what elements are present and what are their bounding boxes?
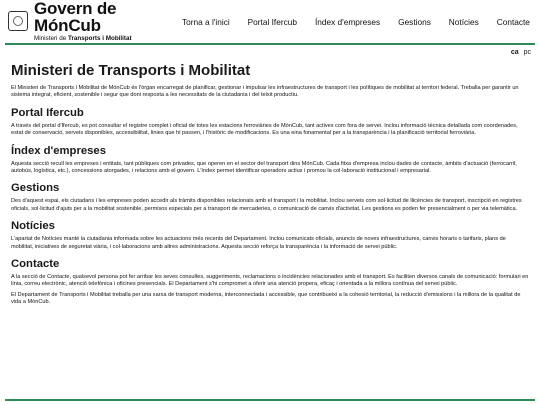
section-paragraph: Des d'aquest espai, els ciutadans i les empreses poden accedir als tràmits disponibles relacionats amb el transport i la mobilitat. Inclou serveis com sol·licitud de llicències de transport, inscripció en registres oficials, sol·licitud d'ajuts per a la mobilitat sostenible, permisos especials per a transport de mercaderies, o comunicació de canvis d'activitat. Les gestions es poden fer presencialment o per via telemàtica. [11,198,522,212]
page-title: Ministeri de Transports i Mobilitat [11,62,251,79]
intro-paragraph: El Ministeri de Transports i Mobilitat de MónCub és l'òrgan encarregat de planificar, gestionar i impulsar les infraestructures de transport i les polítiques de mobilitat al territori federal. Treballa per garantir un sistema integrat, eficient, sostenible i segur que doni resposta a les necessitats de la ciutadania i del teixit productiu. [11,85,519,99]
footer-divider [5,399,535,401]
section-heading: Índex d'empreses [11,144,106,157]
section-heading: Portal Ifercub [11,106,84,119]
section-paragraph: L'apartat de Notícies manté la ciutadania informada sobre les actuacions més recents del Departament. Inclou comunicats oficials, anuncis de noves infraestructures, canvis horaris o tarifaris, plans de mobilitat, iniciatives de seguretat viària, i col·laboracions amb altres administracions. Aquesta secció reforça la transparència i la informació de servei públic. [11,236,506,250]
brand-subtitle-bold: Transports i Mobilitat [67,35,132,43]
lang-option-current[interactable]: ca [510,49,519,56]
section-heading: Gestions [11,182,60,195]
lang-option-other[interactable]: pc [523,49,531,56]
brand-title: Govern de MónCub [34,0,117,36]
nav-link-gestions[interactable]: Gestions [398,16,431,27]
section-contacte [11,258,529,307]
main-content [0,58,540,307]
nav-link-noticies[interactable]: Notícies [448,16,479,27]
section-paragraph: A través del portal d'Ifercub, es pot consultar el registre complet i oficial de totes les estacions ferroviàries de MónCub, tant actives com fora de servei. Inclou informació tècnica detallada com coordenades, estat de conservació, serveis disponibles, accessibilitat, línies que hi passen, i l'històric de modificacions. Es una eina fonamental per a la transparència i la planificació territorial ferroviària. [11,122,518,137]
section-paragraph: Aquesta secció recull les empreses i entitats, tant públiques com privades, que operen en el sector del transport dins MónCub. Cada fitxa d'empresa inclou dades de contacte, àmbits d'actuació (ferrocarril, autobús, logística, etc.), concessions atorgades, i relacions amb el govern. L'índex permet identificar operadors actius i promou la col·laboració institucional i empresarial. [11,160,517,175]
nav-link-index-empreses[interactable]: Índex d'empreses [314,16,381,27]
section-heading: Notícies [11,220,55,233]
main-nav [168,17,530,27]
nav-link-portal-ifercub[interactable]: Portal Ifercub [247,16,297,27]
brand-subtitle [34,36,168,42]
site-header [0,0,540,43]
section-noticies [11,220,529,251]
section-portal-ifercub [11,107,529,138]
section-paragraph: A la secció de Contacte, qualsevol persona pot fer arribar les seves consultes, suggeriments, reclamacions o incidències relacionades amb el transport. Es faciliten diversos canals de comunicació: formulari en línia, correu electrònic, atenció telefònica i oficines presencials. El Departament s'hi compromet a oferir una atenció propera, eficaç i orientada a la millora contínua del servei públic. [11,274,529,288]
nav-link-home[interactable]: Torna a l'inici [182,16,230,27]
section-gestions [11,182,529,213]
brand-text [34,0,168,42]
section-index-empreses [11,145,529,176]
brand-subtitle-prefix: Ministeri de [34,35,68,43]
brand-logo[interactable] [8,0,168,42]
language-switcher [0,45,540,58]
closing-paragraph: El Departament de Transports i Mobilitat treballa per una xarxa de transport moderna, interconnectada i accessible, que contribueixi a la cohesió territorial, la reducció d'emissions i la millora de la qualitat de vida a MónCub. [11,291,521,306]
section-heading: Contacte [11,258,60,271]
emblem-icon [8,11,28,31]
nav-link-contacte[interactable]: Contacte [496,16,530,27]
